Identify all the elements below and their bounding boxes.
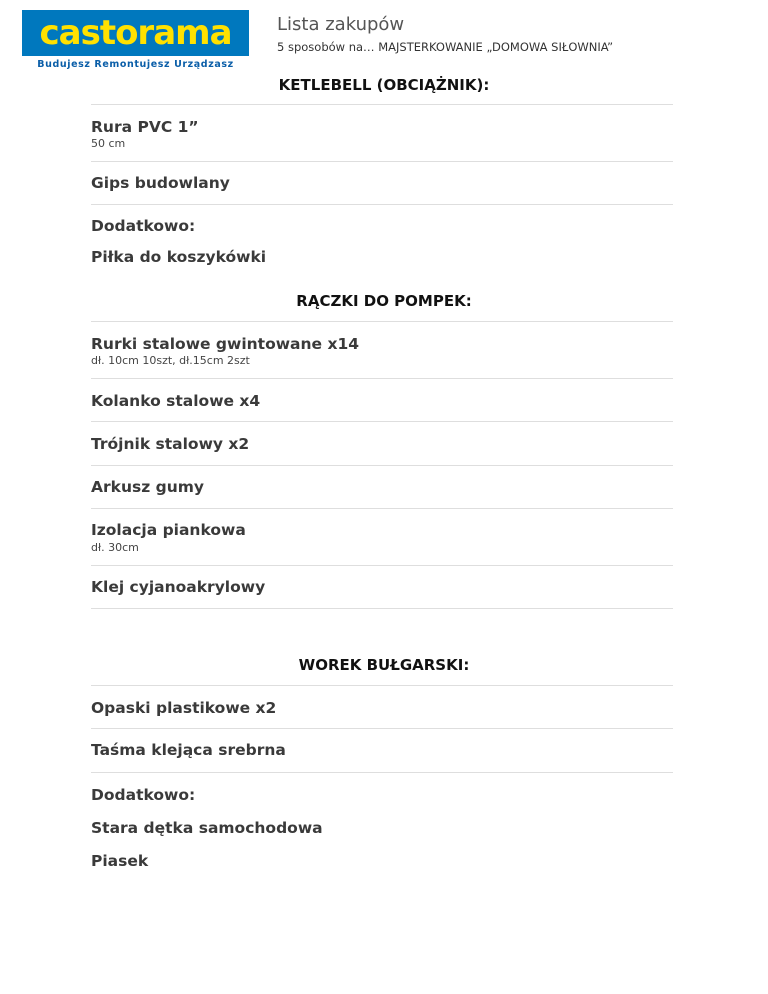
- divider: [91, 685, 673, 686]
- list-item: Rura PVC 1”: [91, 118, 199, 136]
- list-item: Trójnik stalowy x2: [91, 435, 250, 453]
- list-item: Dodatkowo:: [91, 786, 196, 804]
- list-item: Arkusz gumy: [91, 478, 205, 496]
- divider: [91, 508, 673, 509]
- logo-wordmark: castorama: [39, 13, 232, 53]
- divider: [91, 378, 673, 379]
- list-item: Kolanko stalowe x4: [91, 392, 261, 410]
- list-item: Stara dętka samochodowa: [91, 819, 323, 837]
- divider: [91, 104, 673, 105]
- section-title-raczki: RĄCZKI DO POMPEK:: [296, 292, 472, 310]
- list-item: Klej cyjanoakrylowy: [91, 578, 266, 596]
- list-item: Piłka do koszykówki: [91, 248, 267, 266]
- list-item: Rurki stalowe gwintowane x14: [91, 335, 360, 353]
- list-item: Opaski plastikowe x2: [91, 699, 277, 717]
- document-subtitle: 5 sposobów na… MAJSTERKOWANIE „DOMOWA SIŁOWNIA”: [277, 40, 614, 54]
- logo-tagline: Budujesz Remontujesz Urządzasz: [37, 59, 234, 70]
- section-title-ketlebell: KETLEBELL (OBCIĄŻNIK):: [278, 76, 490, 94]
- divider: [91, 465, 673, 466]
- logo-box: [22, 10, 249, 56]
- item-note: dł. 30cm: [91, 541, 139, 554]
- divider: [91, 161, 673, 162]
- divider: [91, 321, 673, 322]
- item-note: 50 cm: [91, 137, 126, 150]
- item-note: dł. 10cm 10szt, dł.15cm 2szt: [91, 354, 250, 367]
- section-title-worek: WOREK BUŁGARSKI:: [298, 656, 470, 674]
- divider: [91, 728, 673, 729]
- list-item: Dodatkowo:: [91, 217, 196, 235]
- list-item: Piasek: [91, 852, 149, 870]
- divider: [91, 204, 673, 205]
- document-title: Lista zakupów: [277, 14, 405, 35]
- divider: [91, 421, 673, 422]
- castorama-logo: [22, 10, 249, 72]
- divider: [91, 608, 673, 609]
- list-item: Izolacja piankowa: [91, 521, 246, 539]
- list-item: Taśma klejąca srebrna: [91, 741, 286, 759]
- divider: [91, 565, 673, 566]
- list-item: Gips budowlany: [91, 174, 230, 192]
- divider: [91, 772, 673, 773]
